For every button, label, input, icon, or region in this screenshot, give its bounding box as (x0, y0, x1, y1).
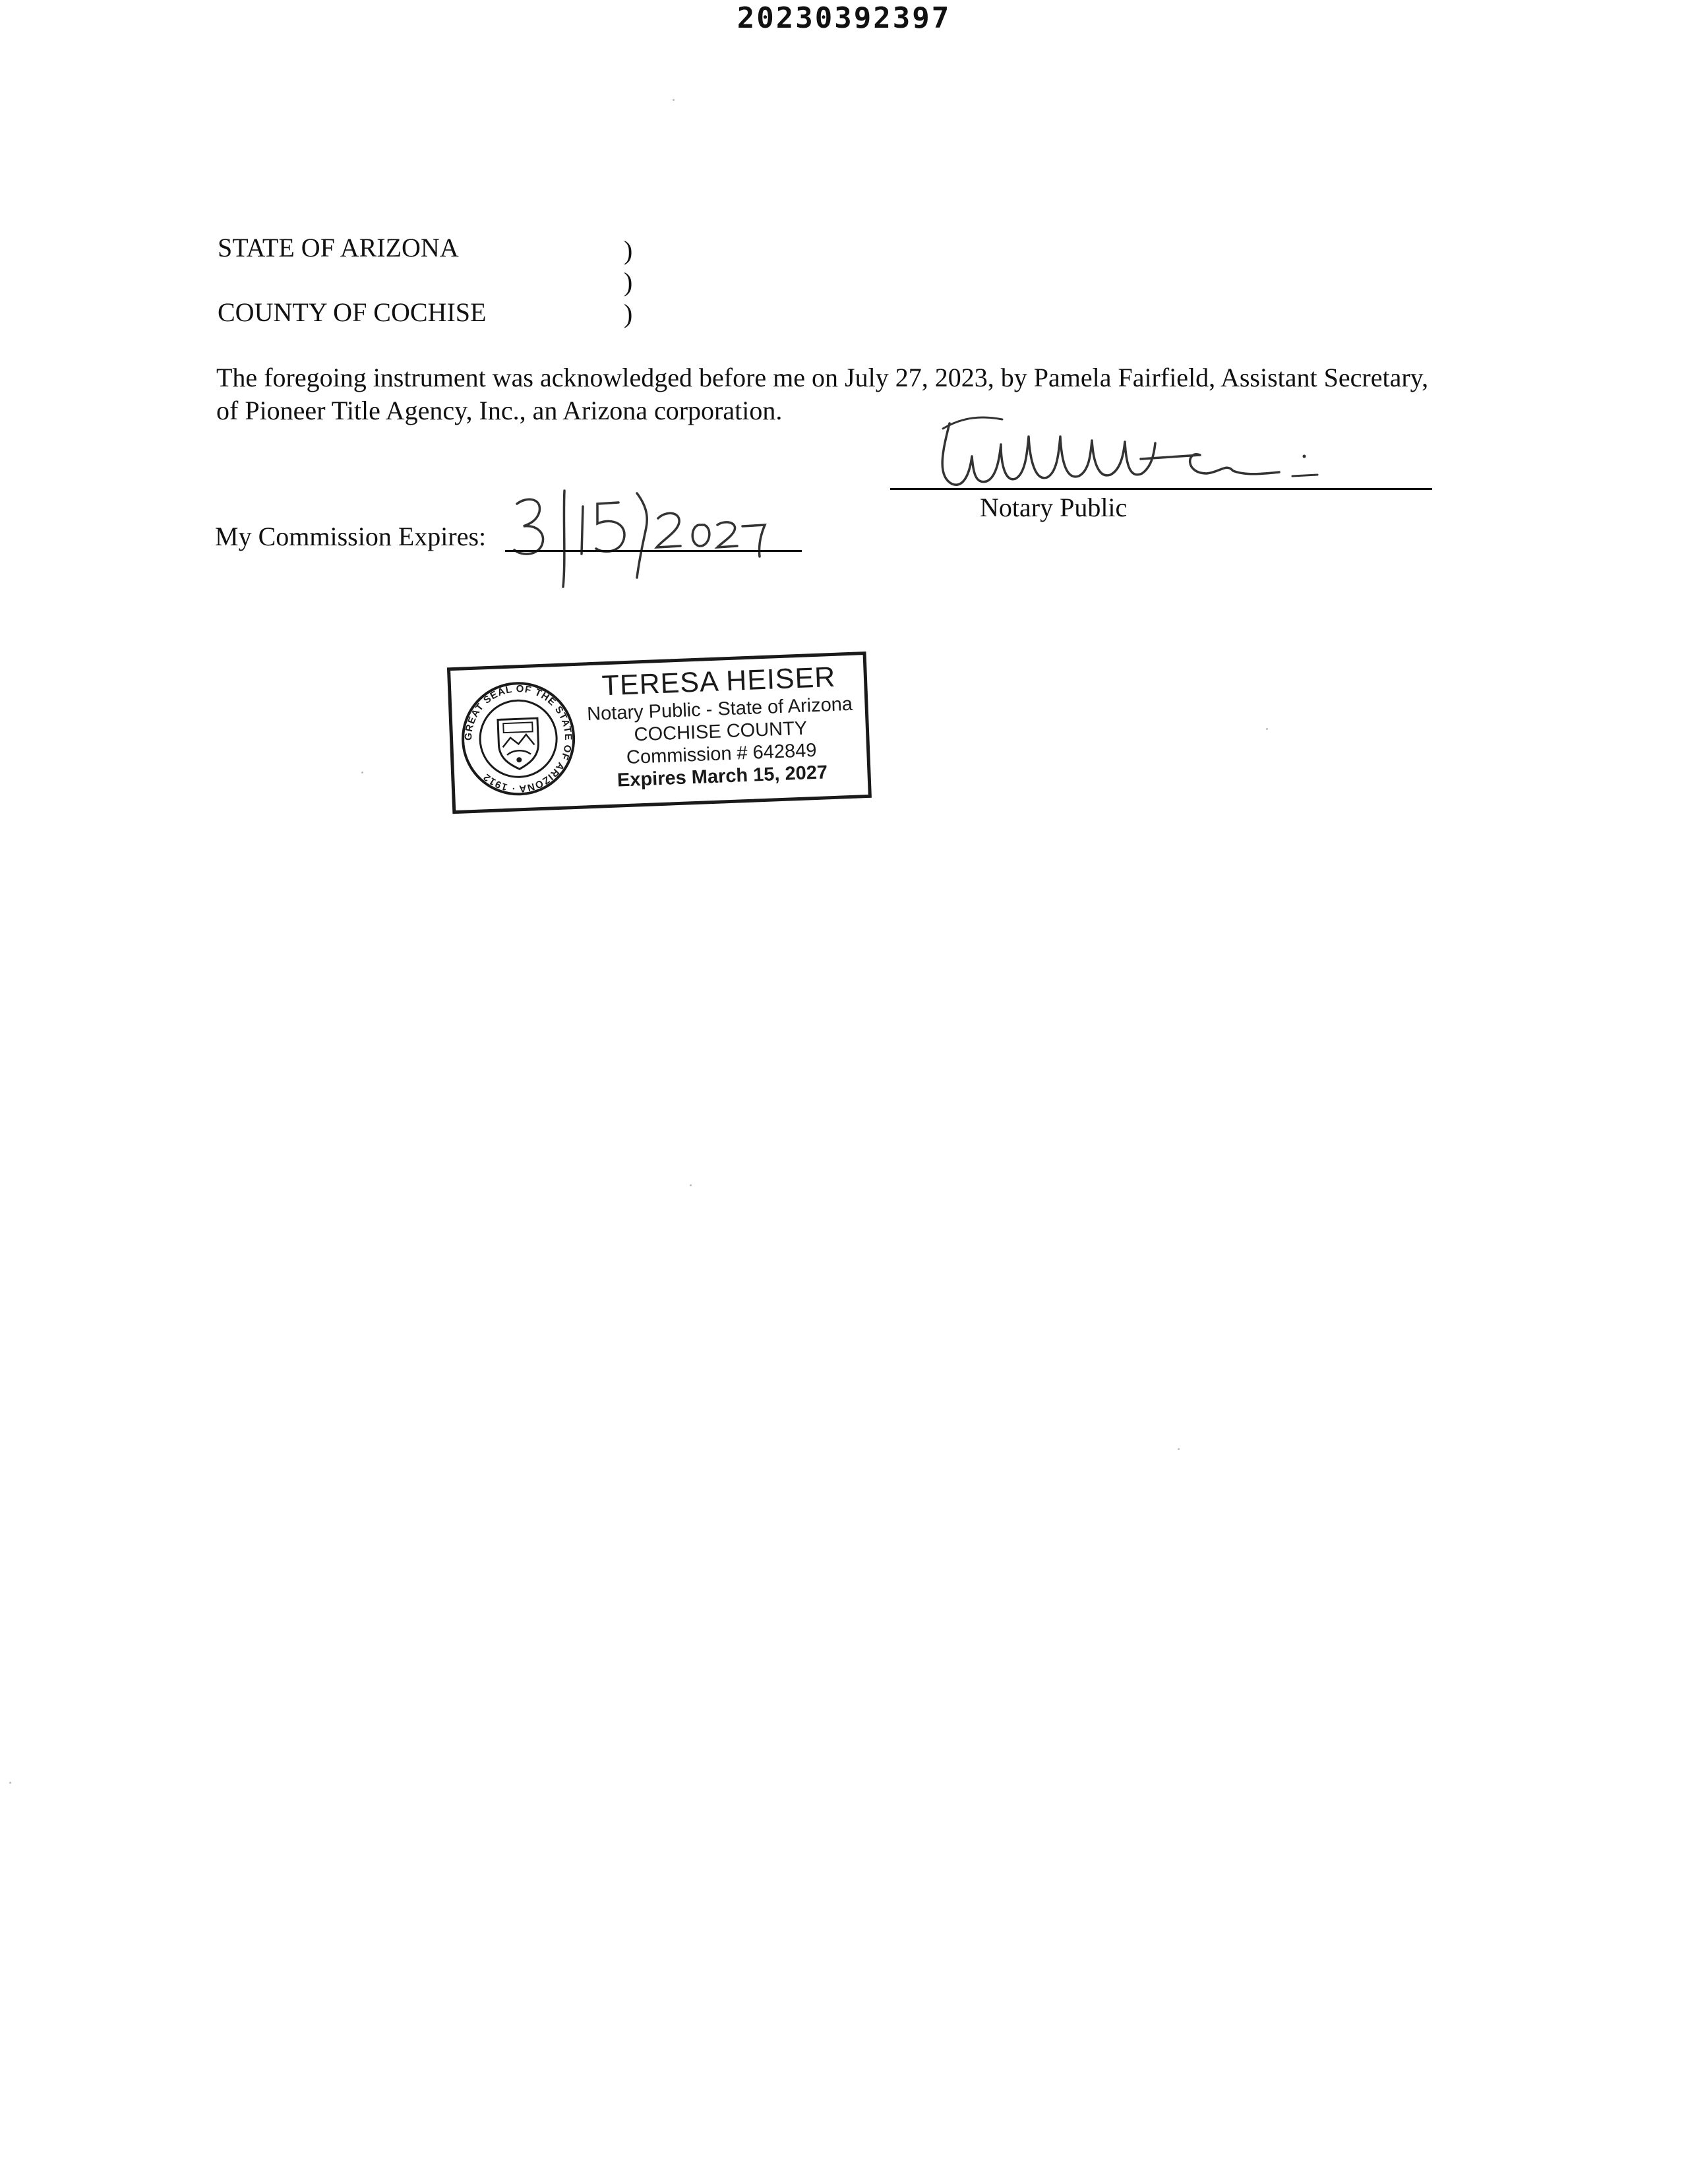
stamp-text-block (576, 659, 864, 793)
scan-speck (9, 1782, 11, 1784)
stamp-county: COCHISE COUNTY (634, 717, 808, 746)
acknowledgment-text: The foregoing instrument was acknowledged before me on July 27, 2023, by Pamela Fairfield, Assistant Secretary, of Pioneer Title Agency, Inc., an Arizona corporation. (216, 363, 1429, 425)
scan-speck (361, 772, 363, 774)
venue-county: COUNTY OF COCHISE (218, 297, 487, 327)
venue-state: STATE OF ARIZONA (218, 233, 459, 262)
venue-bracket-2: ) (624, 267, 633, 297)
stamp-notary-state: Notary Public - State of Arizona (586, 693, 853, 725)
seal-ring-text: GREAT SEAL OF THE STATE OF ARIZONA · 1912 (462, 683, 574, 795)
notary-signature (923, 410, 1332, 496)
document-number: 20230392397 (737, 1, 951, 35)
commission-expires-label: My Commission Expires: (215, 522, 487, 551)
commission-date-line (505, 550, 802, 552)
venue-bracket-3: ) (624, 299, 633, 328)
signature-line (890, 488, 1432, 490)
notary-public-label: Notary Public (980, 493, 1128, 522)
great-seal-of-arizona-icon (458, 679, 579, 799)
notary-stamp (447, 652, 874, 816)
scan-speck (673, 99, 675, 101)
notary-name: TERESA HEISER (601, 661, 837, 702)
scan-speck (1266, 728, 1268, 730)
scan-speck (1178, 1448, 1180, 1450)
venue-bracket-1: ) (624, 235, 633, 265)
stamp-expiration: Expires March 15, 2027 (617, 762, 828, 791)
scan-speck (690, 1184, 692, 1186)
stamp-commission-number: Commission # 642849 (626, 739, 818, 769)
commission-date-handwritten (508, 488, 785, 593)
svg-text:GREAT SEAL OF THE STATE OF ARI (461, 681, 576, 797)
